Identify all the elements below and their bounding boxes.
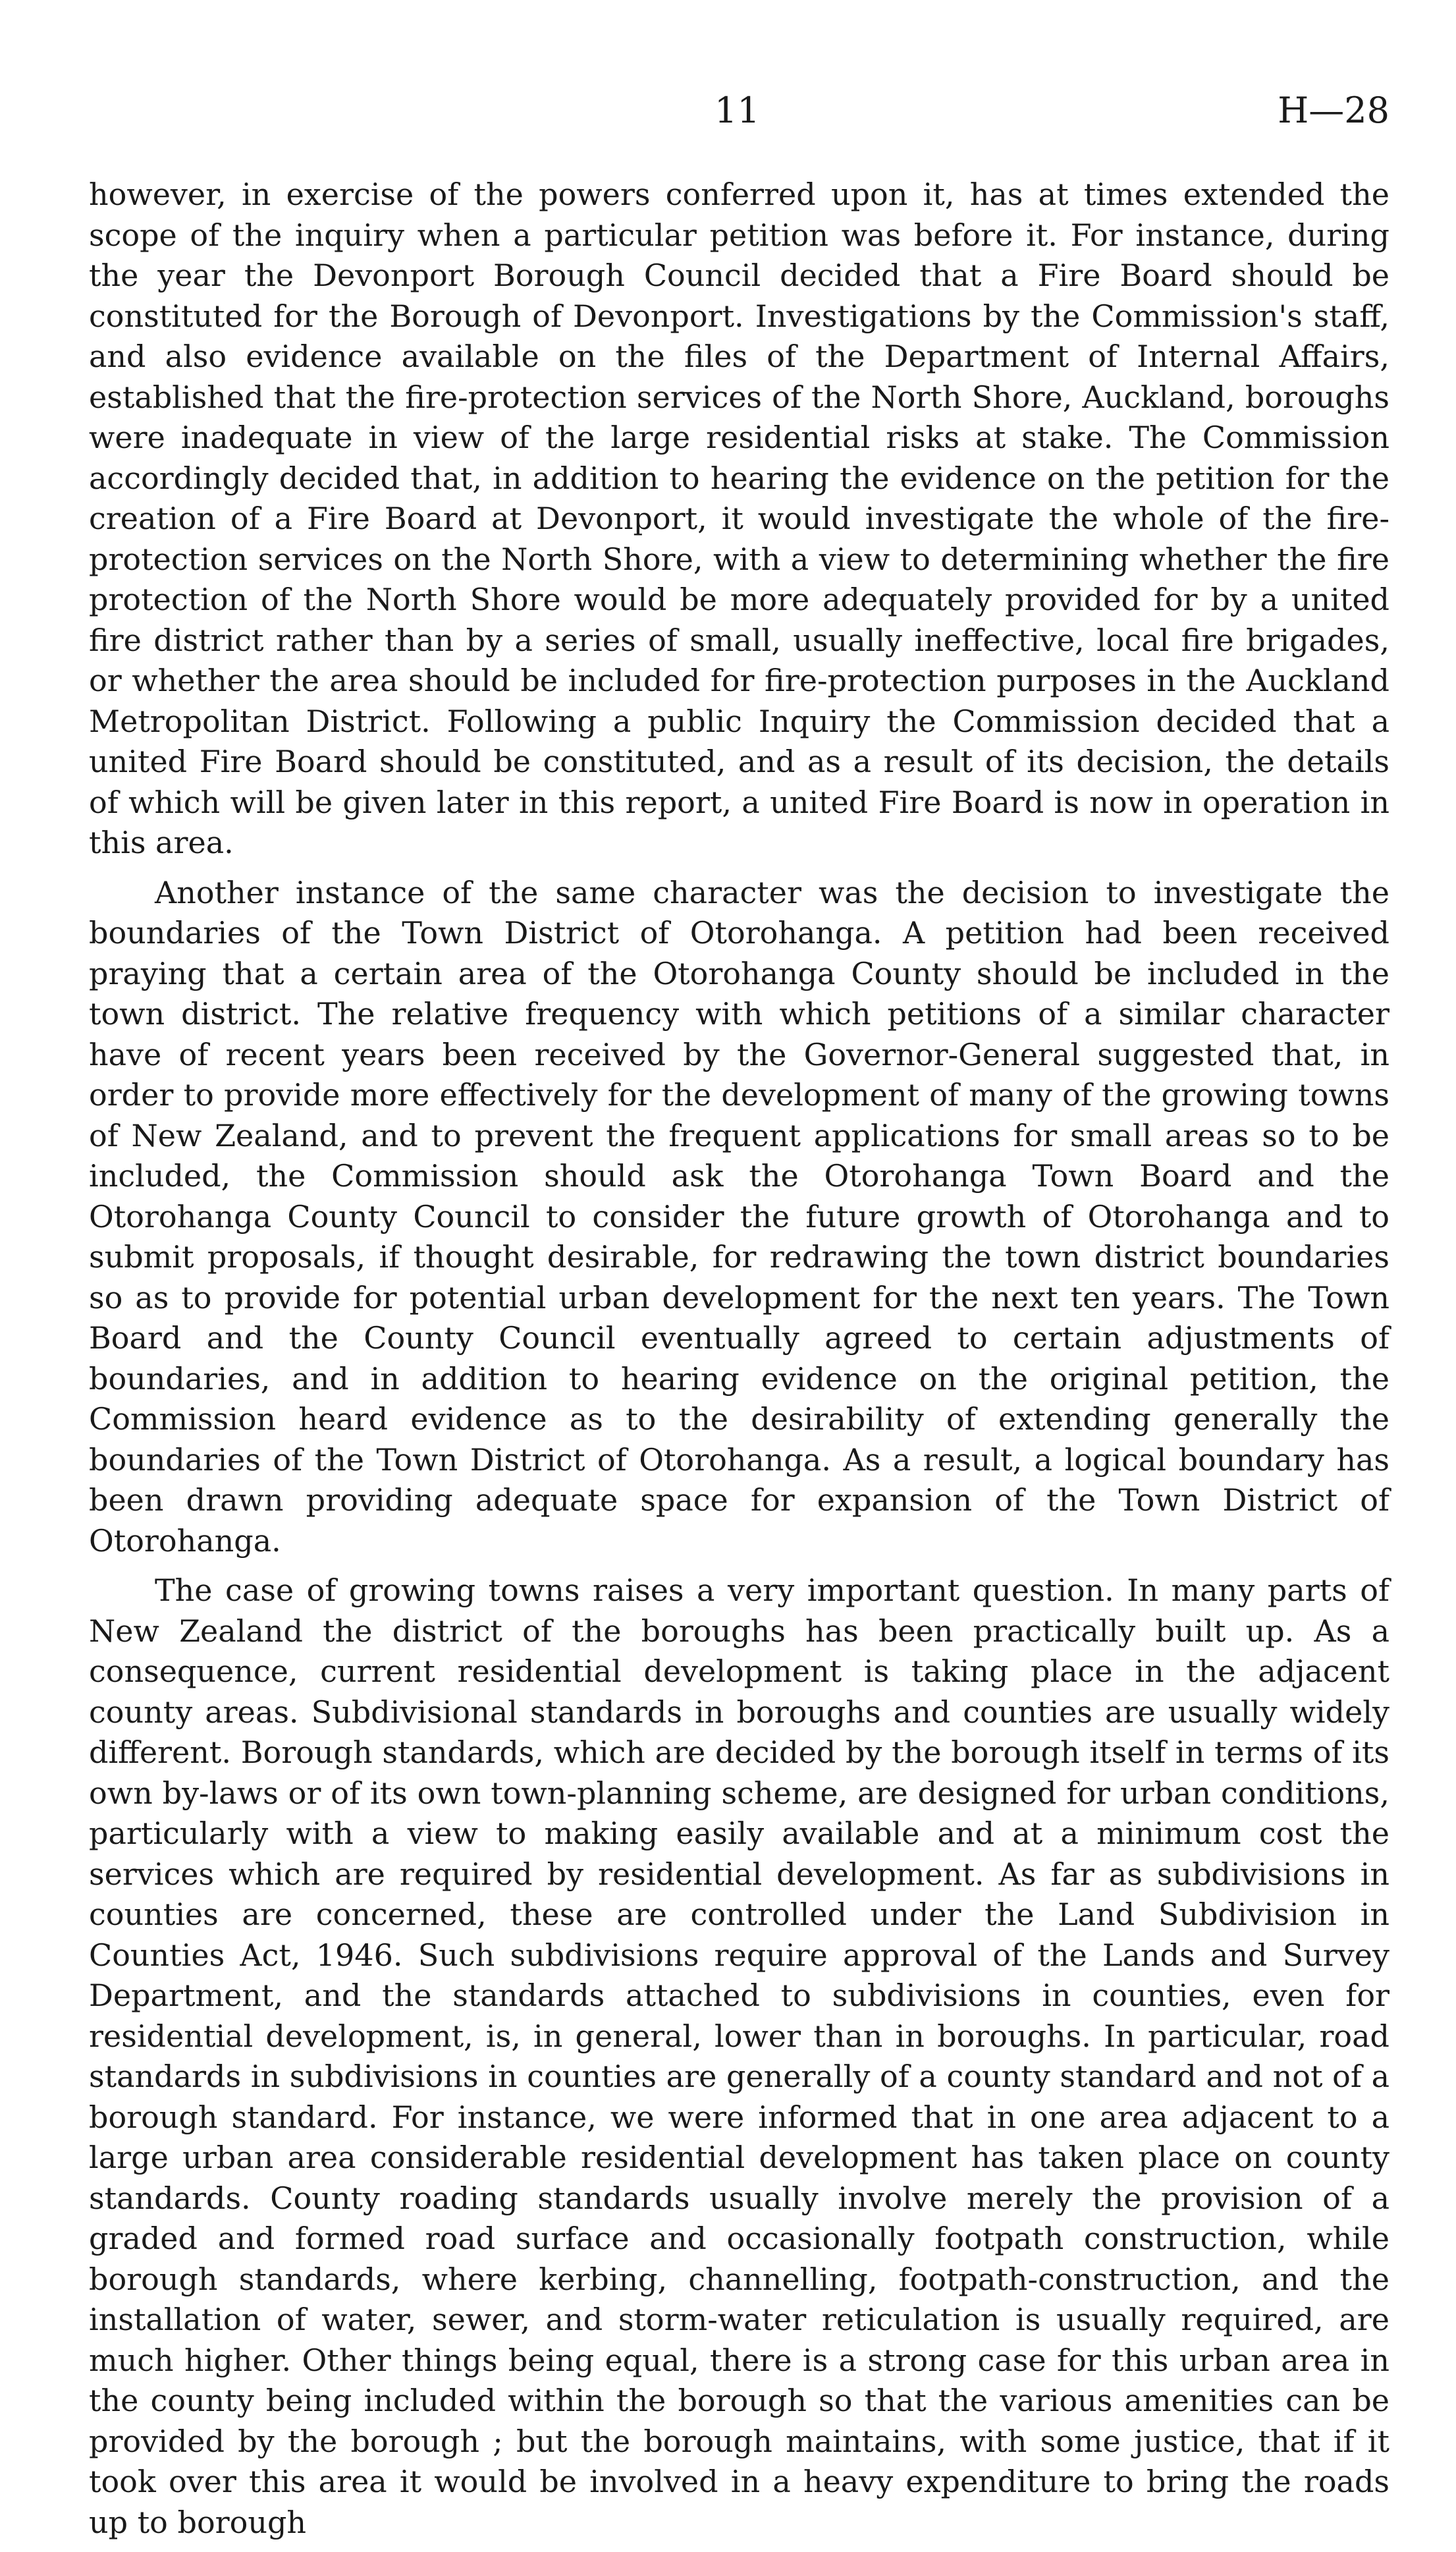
paragraph-growing-towns: The case of growing towns raises a very important question. In many parts of New Zealand the district of the boroughs has been practically built up. As a consequence, current residential development is taking place in the adjacent county areas. Subdivisional standards in boroughs and counties are usually widely different. Borough standards, which are decided by the borough itself in terms of its own by-laws or of its own town-planning scheme, are designed for urban conditions, particularly with a view to making easily available and at a minimum cost the services which are required by residential development. As far as subdivisions in counties are concerned, these are controlled under the Land Subdivision in Counties Act, 1946. Such subdivisions require approval of the Lands and Survey Department, and the standards attached to subdivisions in counties, even for residential development, is, in general, lower than in boroughs. In particular, road standards in subdivisions in counties are generally of a county standard and not of a borough standard. For instance, we were informed that in one area adjacent to a large urban area considerable residential development has taken place on county standards. County roading standards usually involve merely the provision of a graded and formed road surface and occasionally footpath construction, while borough standards, where kerbing, channelling, footpath-construction, and the installation of water, sewer, and storm-water reticulation is usually required, are much higher. Other things being equal, there is a strong case for this urban area in the county being included within the borough so that the various amenities can be provided by the borough ; but the borough maintains, with some justice, that if it took over this area it would be involved in a heavy expenditure to bring the roads up to borough: [89, 1572, 1389, 2540]
page-number: 11: [715, 90, 760, 131]
body-text: [89, 175, 1389, 2552]
document-reference: H—28: [1278, 90, 1389, 131]
paragraph-fire-board: however, in exercise of the powers conferred upon it, has at times extended the scope of the inquiry when a particular petition was before it. For instance, during the year the Devonport Borough Council decided that a Fire Board should be constituted for the Borough of Devonport. Investigations by the Commission's staff, and also evidence available on the files of the Department of Internal Affairs, established that the fire-protection services of the North Shore, Auckland, boroughs were inadequate in view of the large residential risks at stake. The Commission accordingly decided that, in addition to hearing the evidence on the petition for the creation of a Fire Board at Devonport, it would investigate the whole of the fire-protection services on the North Shore, with a view to determining whether the fire protection of the North Shore would be more adequately provided for by a united fire district rather than by a series of small, usually ineffective, local fire brigades, or whether the area should be included for fire-protection purposes in the Auckland Metropolitan District. Following a public Inquiry the Commission decided that a united Fire Board should be constituted, and as a result of its decision, the details of which will be given later in this report, a united Fire Board is now in operation in this area.: [89, 177, 1389, 860]
paragraph-otorohanga: Another instance of the same character was the decision to investigate the boundaries of the Town District of Otorohanga. A petition had been received praying that a certain area of the Otorohanga County should be included in the town district. The relative frequency with which petitions of a similar character have of recent years been received by the Governor-General suggested that, in order to provide more effectively for the development of many of the growing towns of New Zealand, and to prevent the frequent applications for small areas so to be included, the Commission should ask the Otorohanga Town Board and the Otorohanga County Council to consider the future growth of Otorohanga and to submit proposals, if thought desirable, for redrawing the town district boundaries so as to provide for potential urban development for the next ten years. The Town Board and the County Council eventually agreed to certain adjustments of boundaries, and in addition to hearing evidence on the original petition, the Commission heard evidence as to the desirability of extending generally the boundaries of the Town District of Otorohanga. As a result, a logical boundary has been drawn providing adequate space for expansion of the Town District of Otorohanga.: [89, 874, 1389, 1559]
page-header: [89, 84, 1389, 137]
